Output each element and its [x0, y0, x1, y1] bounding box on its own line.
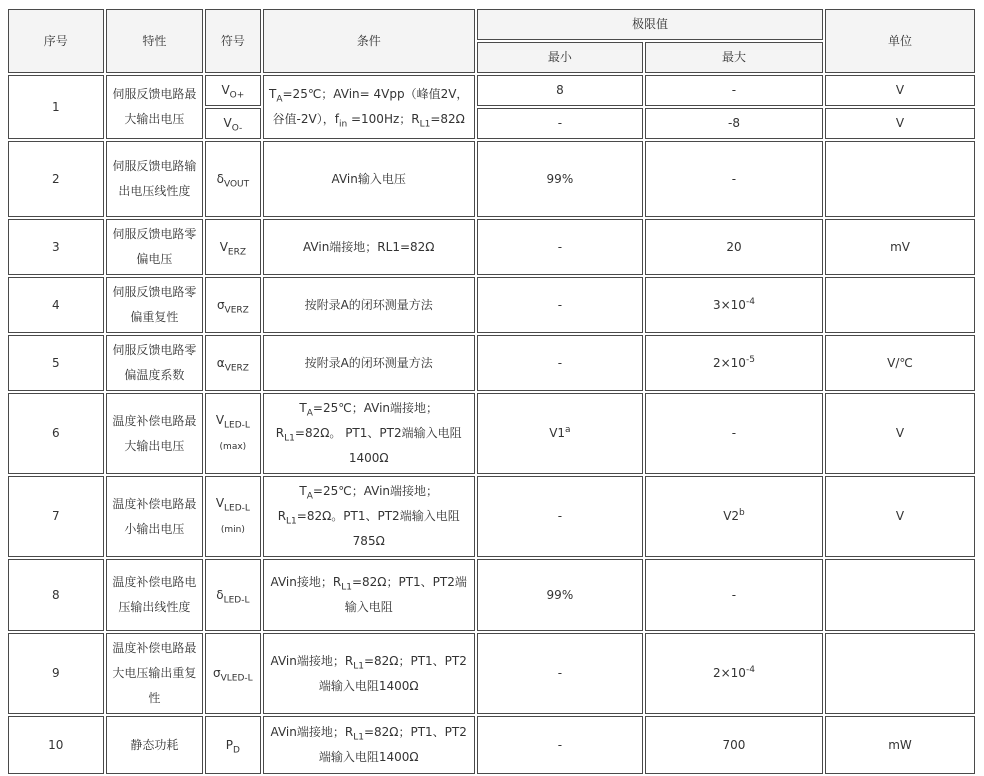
max-cell: -	[645, 141, 823, 217]
unit-cell	[825, 559, 975, 631]
condition-cell: 按附录A的闭环测量方法	[263, 277, 475, 333]
header-limit: 极限值	[477, 9, 823, 40]
max-cell: -	[645, 75, 823, 106]
min-cell: -	[477, 219, 643, 275]
unit-cell: mW	[825, 716, 975, 774]
unit-cell	[825, 277, 975, 333]
symbol-cell: $\sigma_{VERZ}$	[205, 277, 260, 333]
characteristic-cell: 温度补偿电路最大电压输出重复性	[106, 633, 204, 714]
symbol-cell: $V_{LED-L}$ (min)	[205, 476, 260, 557]
min-cell: 99%	[477, 559, 643, 631]
table-row	[8, 716, 975, 774]
condition-cell: $T_A=25℃$；AVin端接地；$R_{L1}=82\Omega$。 PT1、PT2端输入电阻1400Ω	[263, 393, 475, 474]
row-number: 2	[8, 141, 104, 217]
min-cell: 8	[477, 75, 643, 106]
unit-cell	[825, 141, 975, 217]
condition-cell: 按附录A的闭环测量方法	[263, 335, 475, 391]
row-number: 4	[8, 277, 104, 333]
condition-cell: AVin端接地；$R_{L1}=82\Omega$；PT1、PT2端输入电阻1400Ω	[263, 633, 475, 714]
symbol-cell: $P_D$	[205, 716, 260, 774]
header-symbol: 符号	[205, 9, 260, 73]
header-min: 最小	[477, 42, 643, 73]
characteristic-cell: 温度补偿电路电压输出线性度	[106, 559, 204, 631]
row-number: 9	[8, 633, 104, 714]
row-number: 6	[8, 393, 104, 474]
characteristic-cell: 伺服反馈电路零偏电压	[106, 219, 204, 275]
spec-table	[6, 7, 977, 776]
characteristic-cell: 伺服反馈电路零偏温度系数	[106, 335, 204, 391]
condition-cell: AVin接地；$R_{L1}=82\Omega$；PT1、PT2端输入电阻	[263, 559, 475, 631]
table-row	[8, 633, 975, 714]
table-row	[8, 219, 975, 275]
characteristic-cell: 静态功耗	[106, 716, 204, 774]
max-cell: -	[645, 559, 823, 631]
symbol-cell: $V_{ERZ}$	[205, 219, 260, 275]
table-row	[8, 141, 975, 217]
max-cell: 20	[645, 219, 823, 275]
min-cell: -	[477, 476, 643, 557]
row-number: 5	[8, 335, 104, 391]
min-cell: 99%	[477, 141, 643, 217]
unit-cell	[825, 633, 975, 714]
row-number: 7	[8, 476, 104, 557]
unit-cell: V	[825, 476, 975, 557]
characteristic-cell: 温度补偿电路最小输出电压	[106, 476, 204, 557]
symbol-cell: $V_{O+}$	[205, 75, 260, 106]
min-cell: -	[477, 633, 643, 714]
table-row	[8, 335, 975, 391]
row-number: 1	[8, 75, 104, 139]
min-cell: -	[477, 277, 643, 333]
symbol-cell: $\sigma_{VLED-L}$	[205, 633, 260, 714]
max-cell: $3\times 10^{-4}$	[645, 277, 823, 333]
symbol-cell: $\alpha_{VERZ}$	[205, 335, 260, 391]
max-cell: $2\times 10^{-5}$	[645, 335, 823, 391]
symbol-cell: $V_{O-}$	[205, 108, 260, 139]
max-cell: -8	[645, 108, 823, 139]
row-number: 3	[8, 219, 104, 275]
unit-cell: V	[825, 108, 975, 139]
header-condition: 条件	[263, 9, 475, 73]
symbol-cell: $\delta_{VOUT}$	[205, 141, 260, 217]
symbol-cell: $V_{LED-L}$ (max)	[205, 393, 260, 474]
unit-cell: mV	[825, 219, 975, 275]
characteristic-cell: 伺服反馈电路输出电压线性度	[106, 141, 204, 217]
max-cell: 700	[645, 716, 823, 774]
max-cell: V2$^b$	[645, 476, 823, 557]
condition-cell: AVin端接地；RL1=82Ω	[263, 219, 475, 275]
condition-cell: $T_A=25℃$；AVin= 4Vpp（峰值2V，谷值-2V），$f_{in} =100Hz$；$R_{L1}=82\Omega$	[263, 75, 475, 139]
header-max: 最大	[645, 42, 823, 73]
characteristic-cell: 伺服反馈电路零偏重复性	[106, 277, 204, 333]
max-cell: $2\times 10^{-4}$	[645, 633, 823, 714]
min-cell: -	[477, 716, 643, 774]
table-row	[8, 75, 975, 106]
unit-cell: V/℃	[825, 335, 975, 391]
characteristic-cell: 温度补偿电路最大输出电压	[106, 393, 204, 474]
row-number: 8	[8, 559, 104, 631]
row-number: 10	[8, 716, 104, 774]
header-unit: 单位	[825, 9, 975, 73]
table-row	[8, 476, 975, 557]
min-cell: -	[477, 108, 643, 139]
min-cell: V1$^a$	[477, 393, 643, 474]
table-row	[8, 277, 975, 333]
characteristic-cell: 伺服反馈电路最大输出电压	[106, 75, 204, 139]
symbol-cell: $\delta_{LED-L}$	[205, 559, 260, 631]
condition-cell: AVin端接地；$R_{L1}=82\Omega$；PT1、PT2端输入电阻1400Ω	[263, 716, 475, 774]
max-cell: -	[645, 393, 823, 474]
header-seq: 序号	[8, 9, 104, 73]
condition-cell: $T_A=25℃$；AVin端接地；$R_{L1}=82\Omega$。PT1、PT2端输入电阻785Ω	[263, 476, 475, 557]
condition-cell: AVin输入电压	[263, 141, 475, 217]
unit-cell: V	[825, 75, 975, 106]
header-characteristic: 特性	[106, 9, 204, 73]
table-row	[8, 393, 975, 474]
table-row	[8, 559, 975, 631]
min-cell: -	[477, 335, 643, 391]
unit-cell: V	[825, 393, 975, 474]
